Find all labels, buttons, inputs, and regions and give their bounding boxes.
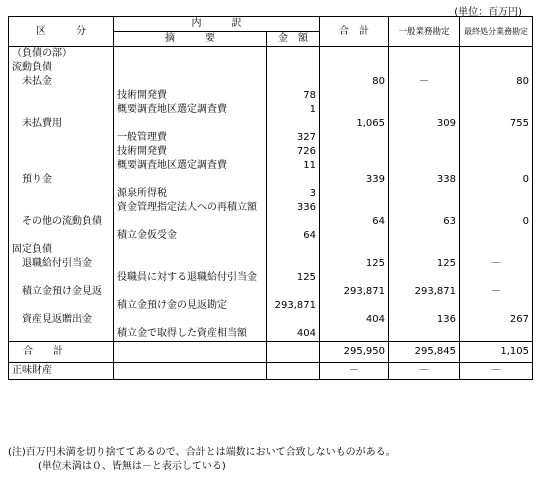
unit-note: (単位：百万円) xyxy=(454,7,522,18)
cell-kingaku: 293,871 xyxy=(267,299,320,313)
header-kingaku: 金 額 xyxy=(267,32,320,47)
cell-kingaku xyxy=(267,285,320,299)
cell-kubun: 退職給付引当金 xyxy=(9,257,114,271)
cell-tekiyo xyxy=(114,47,267,62)
cell-kingaku: 64 xyxy=(267,229,320,243)
cell-saishu: － xyxy=(460,257,533,271)
cell-saishu xyxy=(460,131,533,145)
header-saishu: 最終処分業務勘定 xyxy=(460,17,533,47)
total-saishu: 1,105 xyxy=(460,342,533,363)
cell-kingaku xyxy=(267,117,320,131)
cell-goukei: 404 xyxy=(320,313,389,327)
cell-kubun: （負債の部） xyxy=(9,47,114,62)
cell-ippan: 63 xyxy=(389,215,460,229)
cell-tekiyo xyxy=(114,75,267,89)
empty-cell xyxy=(114,342,267,363)
cell-kingaku: 1 xyxy=(267,103,320,117)
cell-saishu xyxy=(460,229,533,243)
cell-tekiyo: 積立金で取得した資産相当額 xyxy=(114,327,267,342)
net-ippan: － xyxy=(389,363,460,380)
cell-kingaku: 336 xyxy=(267,201,320,215)
cell-ippan xyxy=(389,47,460,62)
cell-kingaku: 726 xyxy=(267,145,320,159)
table-row xyxy=(9,229,533,243)
cell-goukei xyxy=(320,131,389,145)
cell-goukei: 80 xyxy=(320,75,389,89)
cell-kingaku: 11 xyxy=(267,159,320,173)
empty-cell xyxy=(114,363,267,380)
table-row xyxy=(9,313,533,327)
cell-tekiyo xyxy=(114,313,267,327)
table-row xyxy=(9,271,533,285)
table-row xyxy=(9,75,533,89)
cell-ippan xyxy=(389,61,460,75)
header-goukei: 合 計 xyxy=(320,17,389,47)
cell-ippan: 136 xyxy=(389,313,460,327)
net-row xyxy=(9,363,533,380)
table-row xyxy=(9,215,533,229)
cell-ippan xyxy=(389,271,460,285)
cell-kingaku: 404 xyxy=(267,327,320,342)
cell-ippan xyxy=(389,103,460,117)
header-naiyaku: 内 訳 xyxy=(114,17,320,32)
cell-goukei xyxy=(320,103,389,117)
cell-tekiyo: 積立金仮受金 xyxy=(114,229,267,243)
cell-saishu xyxy=(460,271,533,285)
footnote-line-1: (注)百万円未満を切り捨ててあるので、合計とは端数において合致しないものがある。 xyxy=(8,447,396,458)
cell-goukei xyxy=(320,299,389,313)
header-tekiyo: 摘 要 xyxy=(114,32,267,47)
table-row xyxy=(9,117,533,131)
cell-ippan: 125 xyxy=(389,257,460,271)
cell-saishu xyxy=(460,243,533,257)
cell-ippan xyxy=(389,131,460,145)
table-row xyxy=(9,299,533,313)
cell-goukei xyxy=(320,61,389,75)
cell-tekiyo: 役職員に対する退職給付引当金 xyxy=(114,271,267,285)
cell-saishu: 80 xyxy=(460,75,533,89)
cell-goukei: 339 xyxy=(320,173,389,187)
cell-tekiyo: 概要調査地区選定調査費 xyxy=(114,159,267,173)
cell-goukei: 1,065 xyxy=(320,117,389,131)
cell-ippan xyxy=(389,89,460,103)
cell-saishu xyxy=(460,103,533,117)
cell-kingaku xyxy=(267,75,320,89)
cell-kingaku: 3 xyxy=(267,187,320,201)
cell-ippan xyxy=(389,243,460,257)
table-row xyxy=(9,61,533,75)
cell-tekiyo xyxy=(114,285,267,299)
cell-kingaku xyxy=(267,257,320,271)
cell-kingaku xyxy=(267,47,320,62)
header-kubun: 区 分 xyxy=(9,17,114,47)
cell-tekiyo xyxy=(114,117,267,131)
cell-goukei xyxy=(320,201,389,215)
cell-tekiyo xyxy=(114,257,267,271)
cell-kingaku xyxy=(267,243,320,257)
cell-tekiyo: 積立金預け金の見返勘定 xyxy=(114,299,267,313)
cell-saishu xyxy=(460,61,533,75)
cell-tekiyo: 資金管理指定法人への再積立額 xyxy=(114,201,267,215)
cell-kingaku: 327 xyxy=(267,131,320,145)
table-row xyxy=(9,327,533,342)
cell-tekiyo xyxy=(114,173,267,187)
cell-tekiyo: 概要調査地区選定調査費 xyxy=(114,103,267,117)
cell-saishu: 755 xyxy=(460,117,533,131)
table-row xyxy=(9,47,533,62)
cell-kubun xyxy=(9,103,114,117)
cell-tekiyo: 一般管理費 xyxy=(114,131,267,145)
cell-goukei xyxy=(320,327,389,342)
cell-goukei: 293,871 xyxy=(320,285,389,299)
empty-cell xyxy=(267,342,320,363)
table-row xyxy=(9,89,533,103)
cell-kubun xyxy=(9,229,114,243)
cell-kubun xyxy=(9,145,114,159)
cell-goukei xyxy=(320,271,389,285)
cell-tekiyo: 源泉所得税 xyxy=(114,187,267,201)
cell-ippan xyxy=(389,229,460,243)
cell-kubun xyxy=(9,299,114,313)
cell-goukei xyxy=(320,47,389,62)
empty-cell xyxy=(267,363,320,380)
liabilities-table xyxy=(8,16,533,380)
total-label: 合 計 xyxy=(9,342,114,363)
table-row xyxy=(9,243,533,257)
cell-goukei xyxy=(320,187,389,201)
cell-goukei: 125 xyxy=(320,257,389,271)
cell-ippan: 293,871 xyxy=(389,285,460,299)
table-row xyxy=(9,103,533,117)
cell-saishu: － xyxy=(460,285,533,299)
cell-goukei xyxy=(320,145,389,159)
cell-kingaku: 125 xyxy=(267,271,320,285)
cell-kingaku xyxy=(267,215,320,229)
cell-kubun xyxy=(9,327,114,342)
cell-kubun: 未払金 xyxy=(9,75,114,89)
cell-saishu xyxy=(460,89,533,103)
table-row xyxy=(9,187,533,201)
cell-saishu xyxy=(460,145,533,159)
cell-kubun: 積立金預け金見返 xyxy=(9,285,114,299)
footnote xyxy=(8,446,396,474)
cell-kubun xyxy=(9,201,114,215)
cell-goukei xyxy=(320,89,389,103)
net-saishu: － xyxy=(460,363,533,380)
total-goukei: 295,950 xyxy=(320,342,389,363)
cell-ippan: 309 xyxy=(389,117,460,131)
net-label: 正味財産 xyxy=(9,363,114,380)
table-row xyxy=(9,285,533,299)
cell-saishu xyxy=(460,47,533,62)
table-row xyxy=(9,145,533,159)
cell-kubun: その他の流動負債 xyxy=(9,215,114,229)
cell-goukei xyxy=(320,229,389,243)
net-goukei: － xyxy=(320,363,389,380)
cell-kubun xyxy=(9,187,114,201)
cell-saishu: 0 xyxy=(460,215,533,229)
cell-kubun: 固定負債 xyxy=(9,243,114,257)
cell-saishu xyxy=(460,299,533,313)
table-row xyxy=(9,257,533,271)
cell-kubun xyxy=(9,89,114,103)
cell-saishu xyxy=(460,327,533,342)
cell-kubun: 流動負債 xyxy=(9,61,114,75)
cell-tekiyo xyxy=(114,61,267,75)
cell-saishu xyxy=(460,159,533,173)
cell-kubun: 資産見返贈出金 xyxy=(9,313,114,327)
cell-tekiyo: 技術開発費 xyxy=(114,89,267,103)
cell-ippan: 338 xyxy=(389,173,460,187)
cell-kingaku xyxy=(267,61,320,75)
cell-ippan xyxy=(389,187,460,201)
cell-saishu: 267 xyxy=(460,313,533,327)
total-ippan: 295,845 xyxy=(389,342,460,363)
total-row xyxy=(9,342,533,363)
cell-ippan: － xyxy=(389,75,460,89)
footnote-line-2: (単位未満は０、皆無は－と表示している) xyxy=(38,461,226,472)
table-row xyxy=(9,201,533,215)
cell-kubun: 預り金 xyxy=(9,173,114,187)
cell-ippan xyxy=(389,299,460,313)
cell-ippan xyxy=(389,145,460,159)
cell-saishu xyxy=(460,187,533,201)
cell-goukei xyxy=(320,159,389,173)
cell-kingaku xyxy=(267,313,320,327)
cell-kubun xyxy=(9,271,114,285)
cell-goukei xyxy=(320,243,389,257)
cell-kingaku xyxy=(267,173,320,187)
cell-kingaku: 78 xyxy=(267,89,320,103)
cell-saishu xyxy=(460,201,533,215)
cell-kubun xyxy=(9,159,114,173)
cell-tekiyo xyxy=(114,243,267,257)
header-ippan: 一般業務勘定 xyxy=(389,17,460,47)
cell-kubun: 未払費用 xyxy=(9,117,114,131)
cell-ippan xyxy=(389,201,460,215)
cell-saishu: 0 xyxy=(460,173,533,187)
cell-tekiyo xyxy=(114,215,267,229)
table-row xyxy=(9,159,533,173)
table-row xyxy=(9,173,533,187)
cell-ippan xyxy=(389,327,460,342)
cell-kubun xyxy=(9,131,114,145)
cell-ippan xyxy=(389,159,460,173)
table-row xyxy=(9,131,533,145)
cell-tekiyo: 技術開発費 xyxy=(114,145,267,159)
cell-goukei: 64 xyxy=(320,215,389,229)
